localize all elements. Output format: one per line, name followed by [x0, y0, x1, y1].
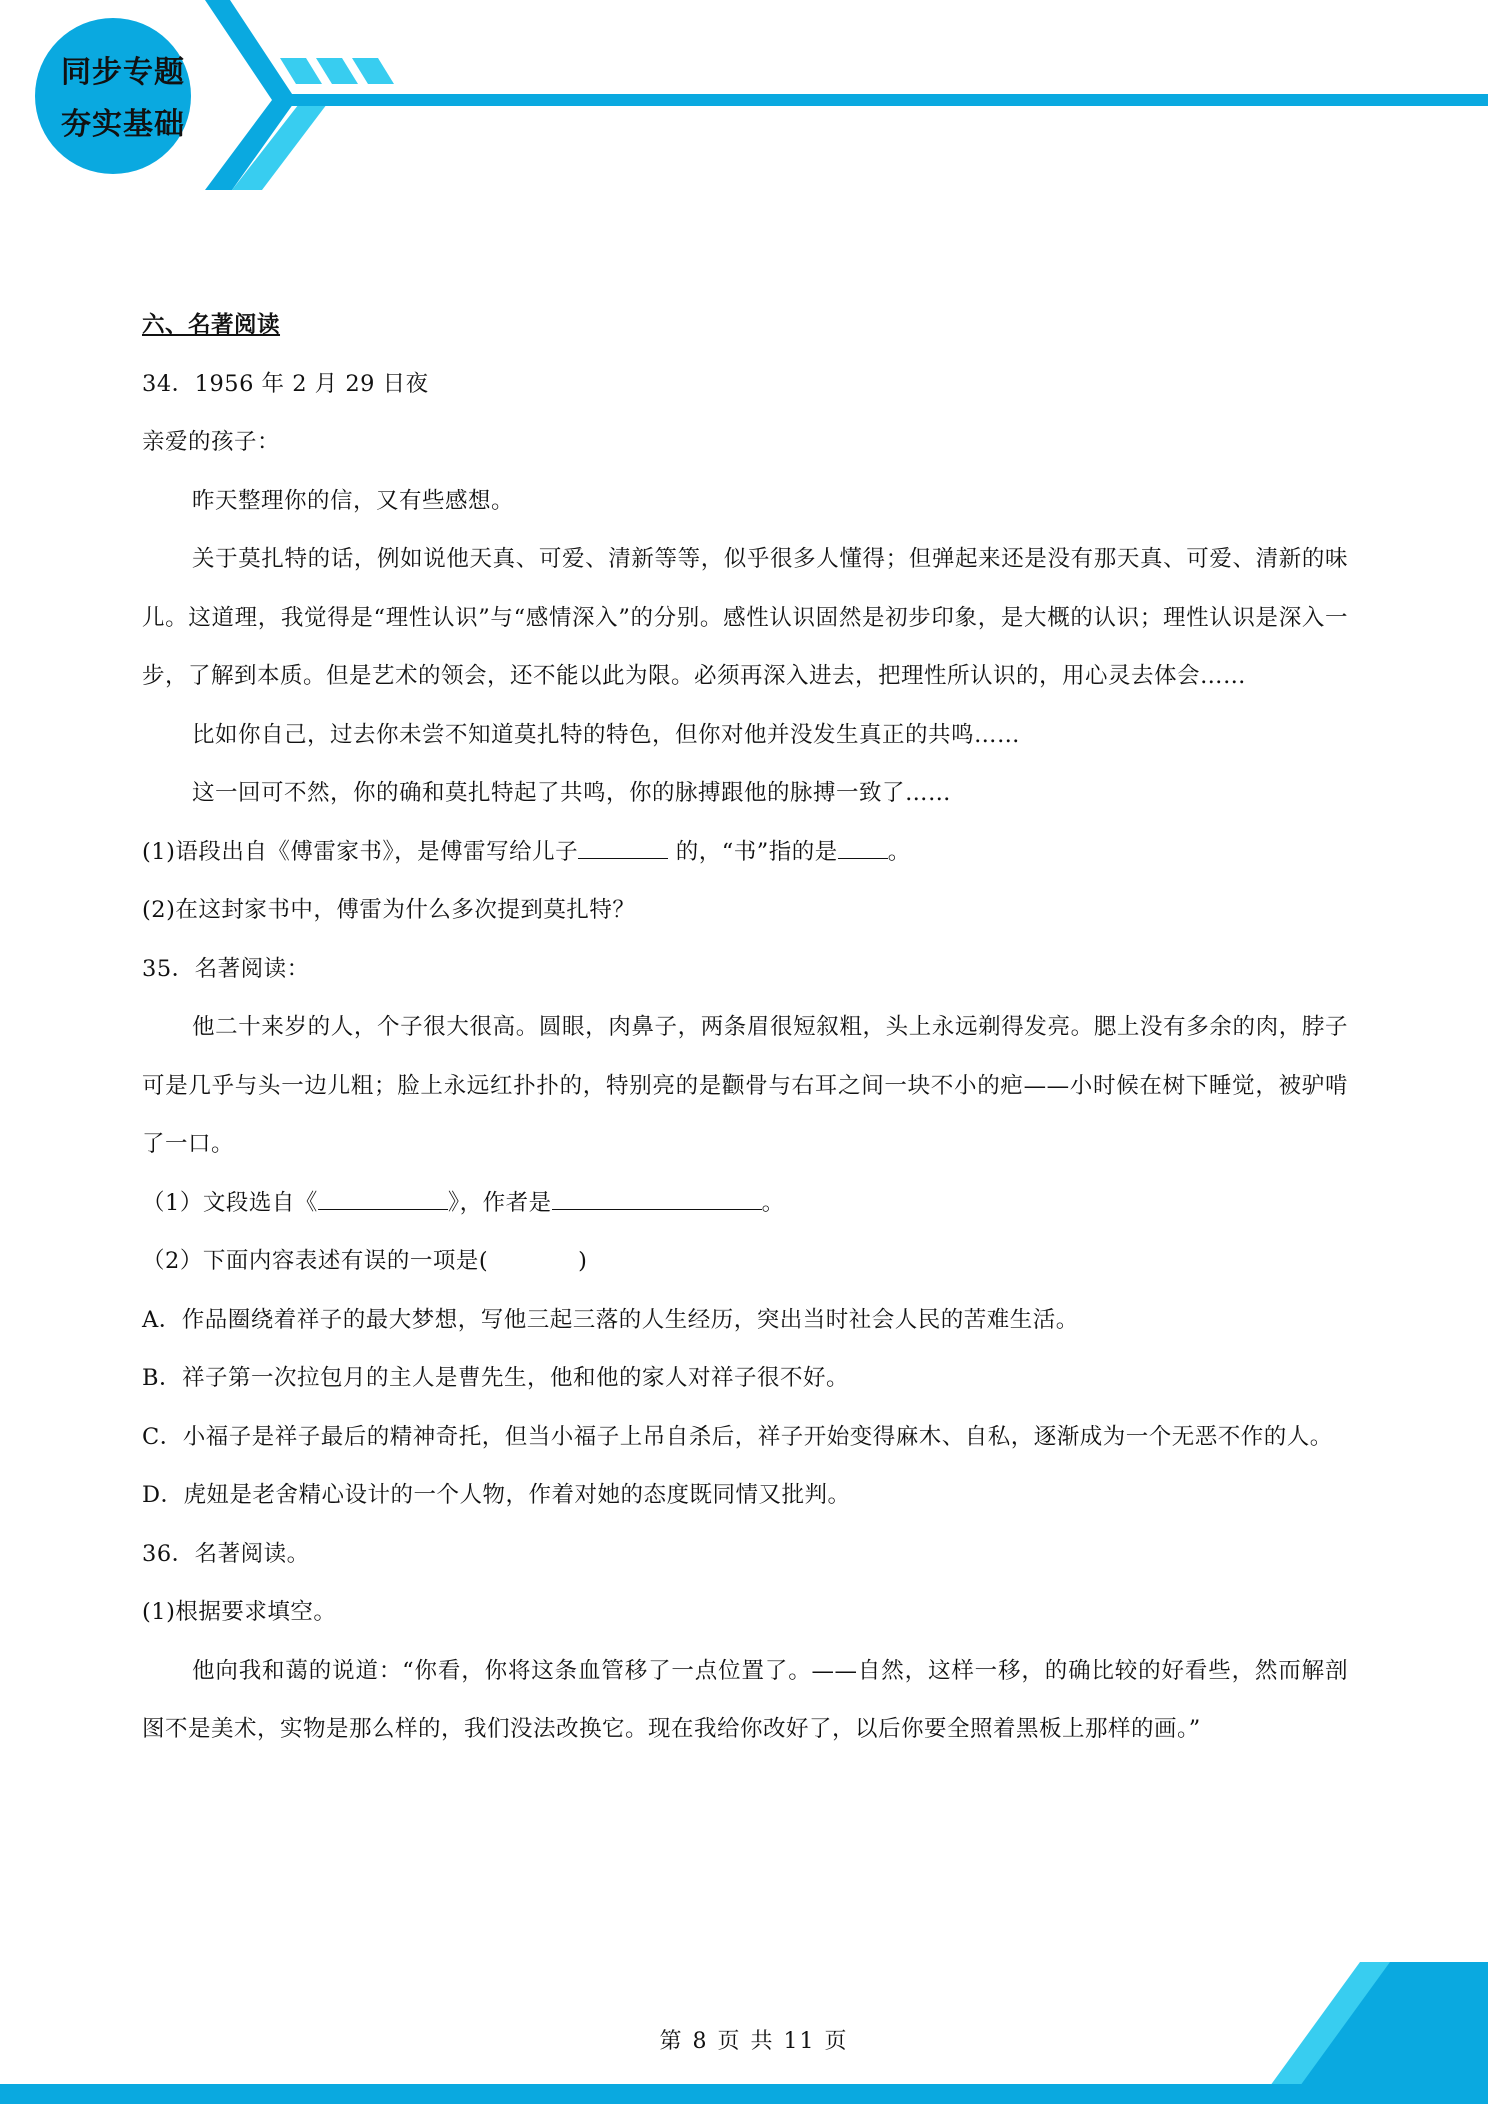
header-stripe-1 [280, 58, 322, 84]
header-stripe-2 [316, 58, 358, 84]
q34-sub1-text-a: (1)语段出自《傅雷家书》，是傅雷写给儿子 [142, 838, 579, 865]
q34-subquestion-1 [142, 823, 1348, 882]
answer-blank[interactable] [838, 834, 888, 859]
q35-sub2-text-b: ) [578, 1248, 588, 1274]
q36-intro: 36．名著阅读。 [142, 1540, 310, 1567]
q35-option-b: B．祥子第一次拉包月的主人是曹先生，他和他的家人对祥子很不好。 [142, 1365, 850, 1391]
q35-sub1-text-b: 》，作者是 [447, 1189, 552, 1216]
q35-option-c: C．小福子是祥子最后的精神奇托，但当小福子上吊自杀后，祥子开始变得麻木、自私，逐渐成为一个无恶不作的人。 [142, 1423, 1333, 1450]
q35-sub2-text-a: （2）下面内容表述有误的一项是( [142, 1248, 489, 1274]
q35-subquestion-2 [142, 1232, 1348, 1291]
header-badge-circle [35, 18, 191, 174]
answer-blank[interactable] [578, 834, 668, 859]
footer-bar [0, 2084, 1488, 2104]
q35-passage: 他二十来岁的人，个子很大很高。圆眼，肉鼻子，两条眉很短叙粗，头上永远剃得发亮。腮上没有多余的肉，脖子可是几乎与头一边儿粗；脸上永远红扑扑的，特别亮的是颧骨与右耳之间一块不小的疤——小时候在树下睡觉，被驴啃了一口。 [142, 1014, 1348, 1157]
q34-paragraph-2: 关于莫扎特的话，例如说他天真、可爱、清新等等，似乎很多人懂得；但弹起来还是没有那天真、可爱、清新的味儿。这道理，我觉得是“理性认识”与“感情深入”的分别。感性认识固然是初步印象，是大概的认识；理性认识是深入一步，了解到本质。但是艺术的领会，还不能以此为限。必须再深入进去，把理性所认识的，用心灵去体会…… [142, 546, 1348, 689]
q34-paragraph-4: 这一回可不然，你的确和莫扎特起了共鸣，你的脉搏跟他的脉搏一致了…… [192, 780, 952, 806]
q34-sub1-text-b: 的，“书”指的是 [668, 838, 838, 865]
q34-intro: 34．1956 年 2 月 29 日夜 [142, 370, 429, 397]
q36-subquestion-1: (1)根据要求填空。 [142, 1599, 337, 1625]
section-heading: 六、名著阅读 [142, 312, 281, 338]
badge-title-line-1: 同步专题 [61, 55, 185, 90]
header-bar [276, 94, 1488, 106]
header-banner [0, 0, 1488, 200]
header-stripe-3 [352, 58, 394, 84]
q36-passage: 他向我和蔼的说道：“你看，你将这条血管移了一点位置了。——自然，这样一移，的确比较的好看些，然而解剖图不是美术，实物是那么样的，我们没法改换它。现在我给你改好了，以后你要全照着黑板上那样的画。” [142, 1657, 1348, 1742]
q35-option-d: D．虎妞是老舍精心设计的一个人物，作着对她的态度既同情又批判。 [142, 1482, 851, 1508]
q35-sub1-text-c: 。 [761, 1189, 785, 1216]
document-body [142, 296, 1348, 1759]
q34-salutation: 亲爱的孩子： [142, 429, 281, 455]
answer-blank[interactable] [552, 1185, 762, 1210]
page-number: 第 8 页 共 11 页 [659, 2029, 849, 2054]
q34-paragraph-3: 比如你自己，过去你未尝不知道莫扎特的特色，但你对他并没发生真正的共鸣…… [192, 721, 1021, 748]
q35-sub1-text-a: （1）文段选自《 [142, 1189, 318, 1216]
badge-title-line-2: 夯实基础 [61, 107, 185, 142]
answer-blank[interactable] [318, 1185, 448, 1210]
q34-subquestion-2: (2)在这封家书中，傅雷为什么多次提到莫扎特？ [142, 897, 636, 923]
q35-subquestion-1 [142, 1174, 1348, 1233]
q34-paragraph-1: 昨天整理你的信，又有些感想。 [192, 487, 515, 514]
q34-sub1-text-c: 。 [887, 838, 911, 865]
q35-option-a: A．作品圈绕着祥子的最大梦想，写他三起三落的人生经历，突出当时社会人民的苦难生活。 [142, 1306, 1079, 1333]
q35-intro: 35．名著阅读： [142, 955, 310, 982]
